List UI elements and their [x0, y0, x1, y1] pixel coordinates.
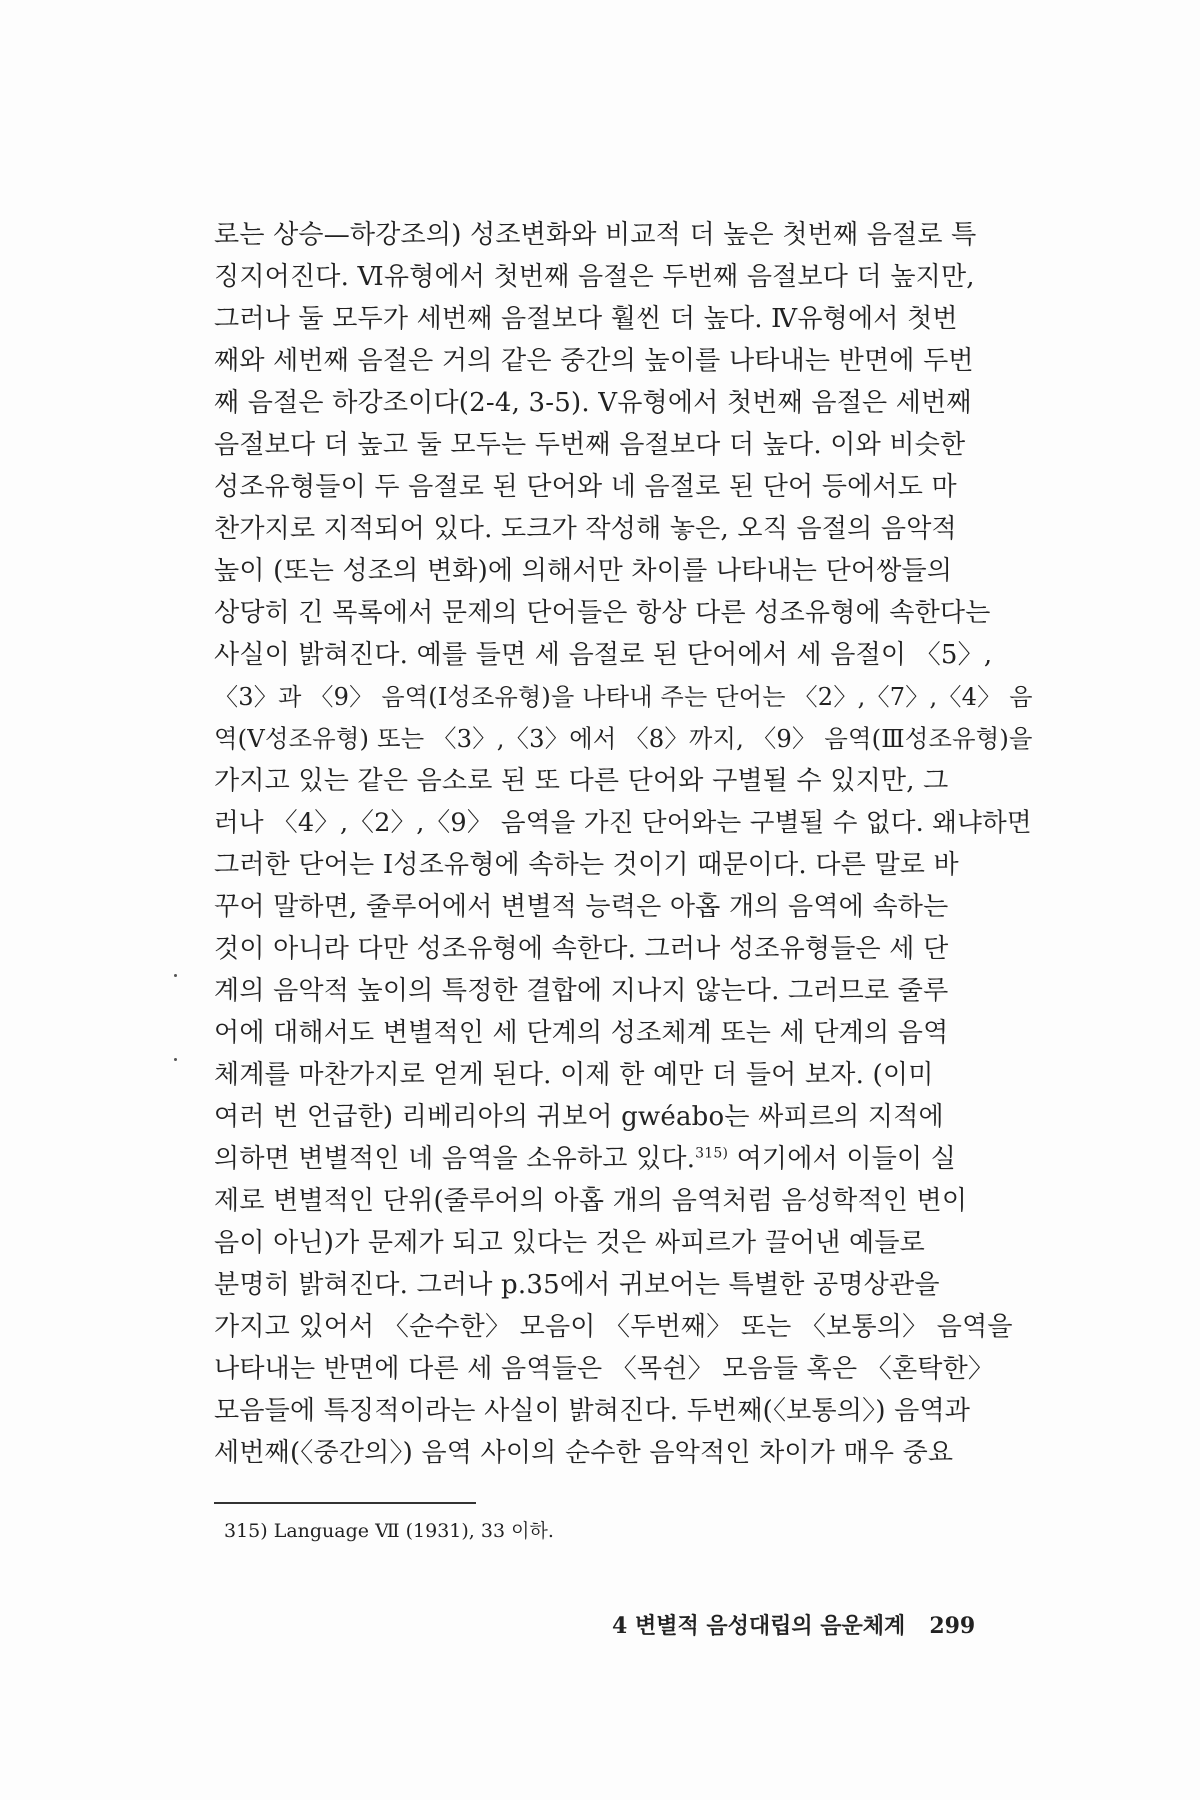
text-line: 높이 (또는 성조의 변화)에 의해서만 차이를 나타내는 단어쌍들의 [214, 556, 953, 586]
page-number: 299 [929, 1613, 976, 1639]
text-line: 여러 번 언급한) 리베리아의 귀보어 gwéabo는 싸피르의 지적에 [214, 1102, 944, 1132]
text-line: 러나 〈4〉,〈2〉,〈9〉 음역을 가진 단어와는 구별될 수 없다. 왜냐하면 [214, 808, 1032, 838]
running-title: 4 변별적 음성대립의 음운체계 [612, 1613, 906, 1639]
text-line: 가지고 있는 같은 음소로 된 또 다른 단어와 구별될 수 있지만, 그 [214, 766, 949, 796]
footnote-separator [214, 1502, 476, 1504]
text-line: 모음들에 특징적이라는 사실이 밝혀진다. 두번째(〈보통의〉) 음역과 [214, 1396, 971, 1426]
running-footer [612, 1612, 975, 1640]
text-line: 분명히 밝혀진다. 그러나 p.35에서 귀보어는 특별한 공명상관을 [214, 1270, 940, 1300]
footnote-reference[interactable]: 315) [695, 1145, 729, 1162]
text-line: 그러한 단어는 Ⅰ성조유형에 속하는 것이기 때문이다. 다른 말로 바 [214, 850, 959, 880]
body-paragraph [214, 214, 1036, 1474]
footnote: 315) Language Ⅶ (1931), 33 이하. [224, 1520, 554, 1542]
text-line: 음절보다 더 높고 둘 모두는 두번째 음절보다 더 높다. 이와 비슷한 [214, 430, 966, 460]
text-line: 나타내는 반면에 다른 세 음역들은 〈목쉰〉 모음들 혹은 〈혼탁한〉 [214, 1354, 995, 1384]
text-line-start: 의하면 변별적인 네 음역을 소유하고 있다. [214, 1144, 696, 1174]
text-line: 징지어진다. Ⅵ유형에서 첫번째 음절은 두번째 음절보다 더 높지만, [214, 262, 975, 292]
margin-dot [174, 1058, 177, 1061]
text-line: 가지고 있어서 〈순수한〉 모음이 〈두번째〉 또는 〈보통의〉 음역을 [214, 1312, 1013, 1342]
text-line: 체계를 마찬가지로 얻게 된다. 이제 한 예만 더 들어 보자. (이미 [214, 1060, 934, 1090]
text-line-end: 여기에서 이들이 실 [728, 1144, 957, 1174]
text-line: 성조유형들이 두 음절로 된 단어와 네 음절로 된 단어 등에서도 마 [214, 472, 957, 502]
text-line: 찬가지로 지적되어 있다. 도크가 작성해 놓은, 오직 음절의 음악적 [214, 514, 957, 544]
text-line: 꾸어 말하면, 줄루어에서 변별적 능력은 아홉 개의 음역에 속하는 [214, 892, 949, 922]
text-line: 계의 음악적 높이의 특정한 결합에 지나지 않는다. 그러므로 줄루 [214, 976, 949, 1006]
text-line: 세번째(〈중간의〉) 음역 사이의 순수한 음악적인 차이가 매우 중요 [214, 1438, 954, 1468]
margin-dot [174, 974, 177, 977]
text-line: 째 음절은 하강조이다(2-4, 3-5). Ⅴ유형에서 첫번째 음절은 세번째 [214, 388, 972, 418]
text-line: 로는 상승—하강조의) 성조변화와 비교적 더 높은 첫번째 음절로 특 [214, 220, 977, 250]
text-line: 〈3〉과 〈9〉 음역(Ⅰ성조유형)을 나타내 주는 단어는 〈2〉,〈7〉,〈4〉 음 [214, 683, 1033, 711]
text-line: 상당히 긴 목록에서 문제의 단어들은 항상 다른 성조유형에 속한다는 [214, 598, 991, 628]
text-line: 째와 세번째 음절은 거의 같은 중간의 높이를 나타내는 반면에 두번 [214, 346, 974, 376]
text-line: 역(Ⅴ성조유형) 또는 〈3〉,〈3〉에서 〈8〉까지, 〈9〉 음역(Ⅲ성조유형)을 [214, 724, 1033, 753]
text-line-with-footnote [214, 1138, 1036, 1180]
text-line: 사실이 밝혀진다. 예를 들면 세 음절로 된 단어에서 세 음절이 〈5〉, [214, 640, 993, 670]
text-line: 어에 대해서도 변별적인 세 단계의 성조체계 또는 세 단계의 음역 [214, 1018, 949, 1048]
text-line: 것이 아니라 다만 성조유형에 속한다. 그러나 성조유형들은 세 단 [214, 934, 949, 964]
text-line: 그러나 둘 모두가 세번째 음절보다 훨씬 더 높다. Ⅳ유형에서 첫번 [214, 304, 958, 334]
text-line: 음이 아닌)가 문제가 되고 있다는 것은 싸피르가 끌어낸 예들로 [214, 1228, 925, 1258]
text-line: 제로 변별적인 단위(줄루어의 아홉 개의 음역처럼 음성학적인 변이 [214, 1186, 968, 1216]
